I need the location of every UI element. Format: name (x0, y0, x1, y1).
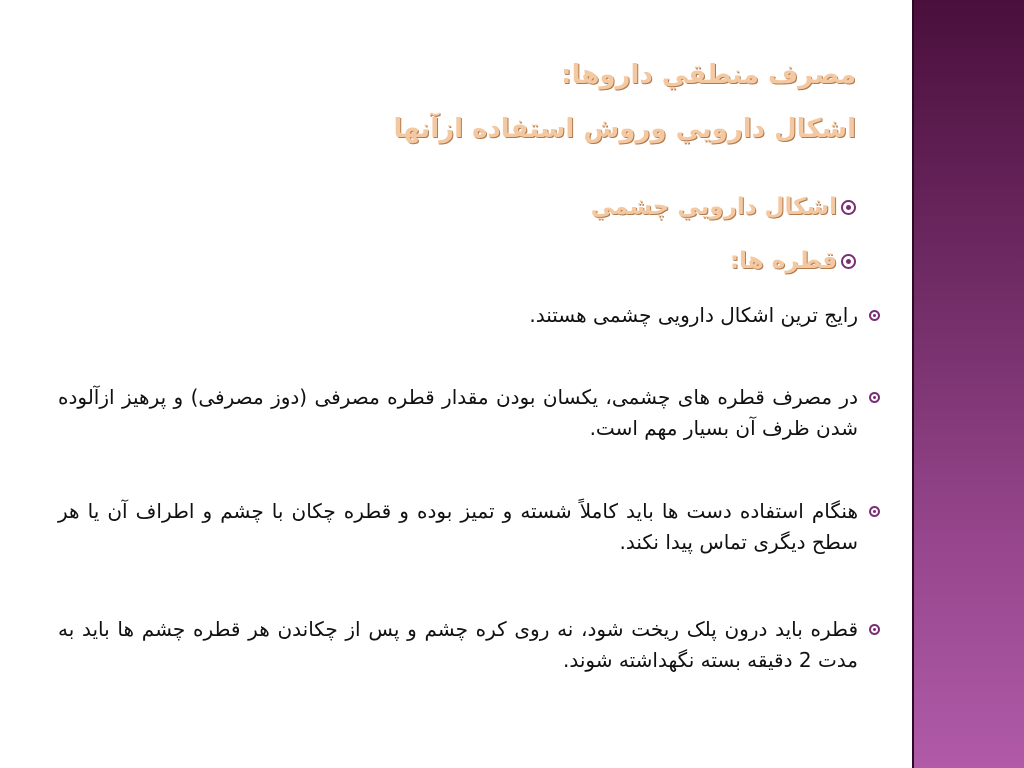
heading-item-eye-drug-forms (591, 194, 856, 220)
heading-item-drops (730, 248, 856, 274)
circle-bullet-icon (869, 624, 880, 635)
heading-text: قطره ها: (729, 248, 837, 274)
list-item (58, 382, 858, 444)
slide-title-line-2: اشكال دارويي وروش استفاده ازآنها (393, 114, 856, 144)
circle-bullet-icon (869, 310, 880, 321)
list-item-text: رایج ترین اشکال دارویی چشمی هستند. (529, 303, 858, 327)
slide-title-line-1: مصرف منطقي داروها: (561, 60, 856, 90)
list-item-text: در مصرف قطره های چشمی، یکسان بودن مقدار قطره مصرفی (دوز مصرفی) و پرهیز ازآلوده شدن ظرف آن بسیار مهم است. (58, 385, 858, 440)
circle-bullet-icon (869, 392, 880, 403)
list-item (58, 496, 858, 558)
heading-text: اشكال دارويي چشمي (590, 194, 837, 220)
circle-bullet-icon (869, 506, 880, 517)
list-item (58, 614, 858, 676)
list-item-text: قطره باید درون پلک ریخت شود، نه روی کره چشم و پس از چکاندن هر قطره چشم ها باید به مدت 2 دقیقه بسته نگهداشته شوند. (58, 617, 858, 672)
circle-bullet-icon (841, 200, 856, 215)
list-item (58, 300, 858, 331)
decorative-side-band (912, 0, 1024, 768)
circle-bullet-icon (841, 254, 856, 269)
list-item-text: هنگام استفاده دست ها باید کاملاً شسته و تمیز بوده و قطره چکان با چشم و اطراف آن یا هر سطح دیگری تماس پیدا نکند. (58, 499, 858, 554)
